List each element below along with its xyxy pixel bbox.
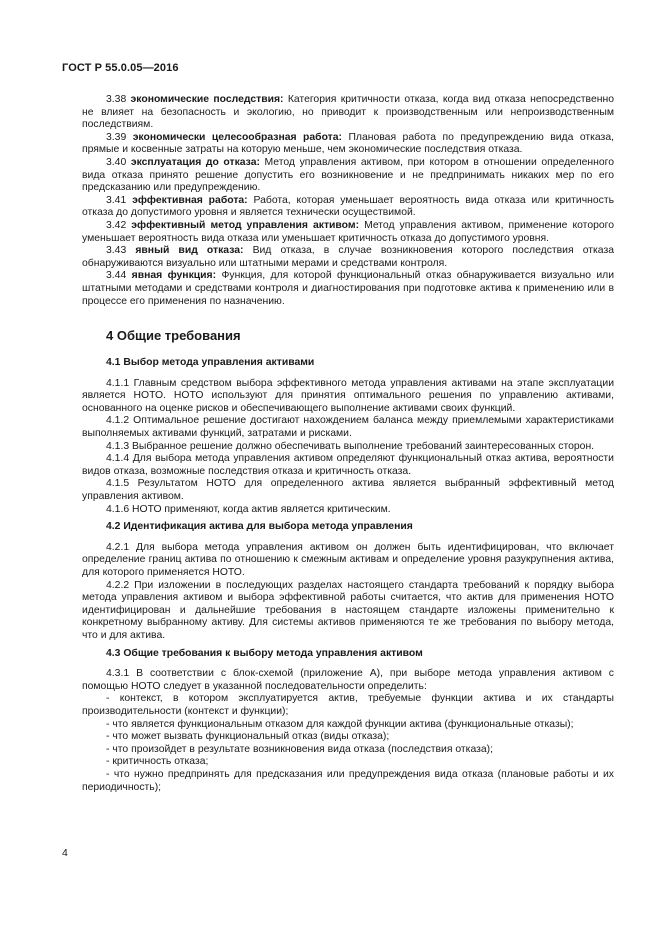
term: эксплуатация до отказа: — [130, 156, 260, 168]
paragraph-4-1-1: 4.1.1 Главным средством выбора эффективного метода управления активами на этапе эксплуатации является НОТО. НОТО используют для принятия оптимального решения по управлению активами, основанного на оценке рисков и обеспечивающего выполнение активами своих функций. — [82, 377, 614, 414]
paragraph-4-2-1: 4.2.1 Для выбора метода управления активом он должен быть идентифицирован, что включает определение границ актива по отношению к смежным активам и определение уровня разукрупнения актива, для которого применяется НОТО. — [82, 541, 614, 578]
definition-3-39: 3.39 экономически целесообразная работа: Плановая работа по предупреждению вида отказа, прямые и косвенные затраты на которую меньше, чем экономические последствия отказа. — [82, 131, 614, 156]
page-number: 4 — [62, 848, 68, 859]
section-4-title: 4 Общие требования — [106, 328, 241, 344]
paragraph-4-1-6: 4.1.6 НОТО применяют, когда актив является критическим. — [106, 503, 391, 515]
paragraph-4-1-5: 4.1.5 Результатом НОТО для определенного актива является выбранный эффективный метод управления активом. — [82, 478, 614, 503]
paragraph-4-1-2: 4.1.2 Оптимальное решение достигают нахождением баланса между приемлемыми характеристиками выполняемых активами функций, затратами и рисками. — [82, 415, 614, 440]
list-item: - что нужно предпринять для предсказания или предупреждения вида отказа (плановые работы и их периодичность); — [82, 768, 614, 793]
paragraph-4-1-4: 4.1.4 Для выбора метода управления активом определяют функциональный отказ актива, вероятности видов отказа, возможные последствия отказа и критичность отказа. — [82, 453, 614, 477]
paragraph-4-3-1: 4.3.1 В соответствии с блок-схемой (приложение А), при выборе метода управления активом с помощью НОТО следует в указанной последовательности определить: — [82, 668, 614, 692]
subsection-4-3-title: 4.3 Общие требования к выбору метода управления активом — [106, 647, 423, 659]
list-item: - что является функциональным отказом для каждой функции актива (функциональные отказы); — [106, 718, 574, 730]
definition-3-40: 3.40 эксплуатация до отказа: Метод управления активом, при котором в отношении определенного вида отказа принято решение допустить его возникновение и не предпринимать никаких мер по его предсказанию или предупреждению. — [82, 156, 615, 194]
definition-3-41: 3.41 эффективная работа: Работа, которая уменьшает вероятность вида отказа или критичность отказа до допустимого уровня и является технически осуществимой. — [82, 194, 615, 219]
list-item: - критичность отказа; — [106, 756, 209, 768]
term: эффективная работа: — [132, 194, 248, 206]
definition-3-43: 3.43 явный вид отказа: Вид отказа, в случае возникновения которого последствия отказа обнаруживаются визуально или штатными мерами и средствами контроля. — [82, 245, 614, 269]
term: экономически целесообразная работа: — [132, 131, 342, 143]
paragraph-4-2-2: 4.2.2 При изложении в последующих разделах настоящего стандарта требований к порядку выбора метода управления активом и выбора эффективной работы считается, что актив для применения НОТО идентифицирован и дальнейшие требования в настоящем стандарте изложены применительно к конкретному выбранному активу. Для системы активов применяются те же требования по выбору метода, что и для актива. — [82, 579, 614, 641]
paragraph-4-1-3: 4.1.3 Выбранное решение должно обеспечивать выполнение требований заинтересованных сторон. — [106, 440, 595, 452]
document-header: ГОСТ Р 55.0.05—2016 — [62, 62, 179, 74]
list-item: - что произойдет в результате возникновения вида отказа (последствия отказа); — [106, 743, 494, 755]
definitions-list — [82, 94, 614, 308]
list-item: - контекст, в котором эксплуатируется актив, требуемые функции актива и их стандарты производительности (контекст и функции); — [82, 693, 614, 717]
definition-3-44: 3.44 явная функция: Функция, для которой функциональный отказ обнаруживается визуально или штатными методами и средствами контроля и диагностирования при подготовке актива к применению или в процессе его применения по назначению. — [82, 270, 615, 307]
subsection-4-1-title: 4.1 Выбор метода управления активами — [106, 357, 315, 369]
term: эффективный метод управления активом: — [131, 219, 360, 231]
subsection-4-2-title: 4.2 Идентификация актива для выбора метода управления — [106, 521, 413, 533]
term: экономические последствия: — [130, 94, 284, 105]
document-body — [82, 94, 614, 794]
term: явный вид отказа: — [135, 245, 244, 257]
list-item: - что может вызвать функциональный отказ (виды отказа); — [106, 731, 390, 743]
definition-3-42: 3.42 эффективный метод управления активом: Метод управления активом, применение которого уменьшает вероятность вида отказа или уменьшает критичность отказа до допустимого уровня. — [82, 219, 615, 244]
term: явная функция: — [131, 270, 217, 282]
definition-3-38: 3.38 экономические последствия: Категория критичности отказа, когда вид отказа непосредственно не влияет на безопасность и экологию, но приводит к производственным или непроизводственным последствиям. — [82, 94, 614, 131]
